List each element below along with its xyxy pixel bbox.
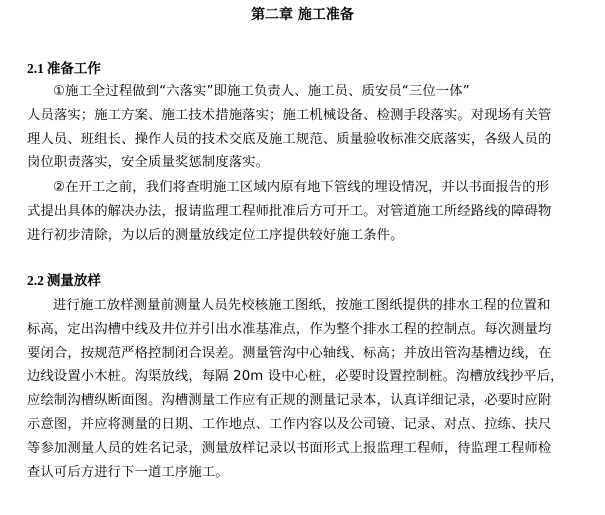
text-line: 式提出具体的解决办法，报请监理工程师批准后方可开工。对管道施工所经路线的障碍物 — [27, 203, 552, 219]
text-line: 等参加测量人员的姓名记录，测量放样记录以书面形式上报监理工程师，待监理工程师检 — [27, 440, 552, 456]
chapter-title: 第二章 施工准备 — [251, 7, 354, 23]
text-line: 应绘制沟槽纵断面图。沟槽测量工作应有正规的测量记录本，认真详细记录，必要时应附 — [27, 393, 552, 409]
section-title: 测量放样 — [46, 273, 101, 289]
paragraph-2-1-2 — [27, 176, 575, 247]
text-line: 理人员、班组长、操作人员的技术交底及施工规范、质量验收标准交底落实，各级人员的 — [27, 131, 552, 147]
text-line: ②在开工之前，我们将查明施工区域内原有地下管线的埋设情况，并以书面报告的形 — [53, 180, 550, 195]
text-line: 边线设置小木桩。沟渠放线，每隔 20m 设中心桩，必要时设置控制桩。沟槽放线抄平后， — [27, 369, 564, 385]
section-number: 2.2 — [27, 273, 44, 288]
text-line: 要闭合，按规范严格控制闭合误差。测量管沟中心轴线、标高；并放出管沟基槽边线，在 — [27, 345, 552, 361]
text-line: 标高，定出沟槽中线及井位并引出水准基准点，作为整个排水工程的控制点。每次测量均 — [27, 321, 552, 337]
text-line: 示意图，并应将测量的日期、工作地点、工作内容以及公司镜、记录、对点、拉练、扶尺 — [27, 416, 552, 432]
section-title: 准备工作 — [46, 61, 101, 77]
paragraph-2-1-1 — [27, 80, 575, 175]
text-line: 进行初步清除，为以后的测量放线定位工序提供较好施工条件。 — [27, 227, 404, 243]
text-line: 人员落实；施工方案、施工技术措施落实；施工机械设备、检测手段落实。对现场有关管 — [27, 107, 552, 123]
text-line: 进行施工放样测量前测量人员先校核施工图纸，按施工图纸提供的排水工程的位置和 — [53, 298, 551, 313]
text-line: 岗位职责落实，安全质量奖惩制度落实。 — [27, 155, 270, 171]
section-number: 2.1 — [27, 61, 44, 76]
text-line: 查认可后方进行下一道工序施工。 — [27, 464, 229, 480]
paragraph-2-2-1 — [27, 294, 575, 484]
section-heading-2-2 — [27, 271, 101, 291]
section-heading-2-1 — [27, 59, 101, 79]
text-line: ①施工全过程做到“六落实”即施工负责人、施工员、质安员“三位一体” — [53, 84, 470, 99]
